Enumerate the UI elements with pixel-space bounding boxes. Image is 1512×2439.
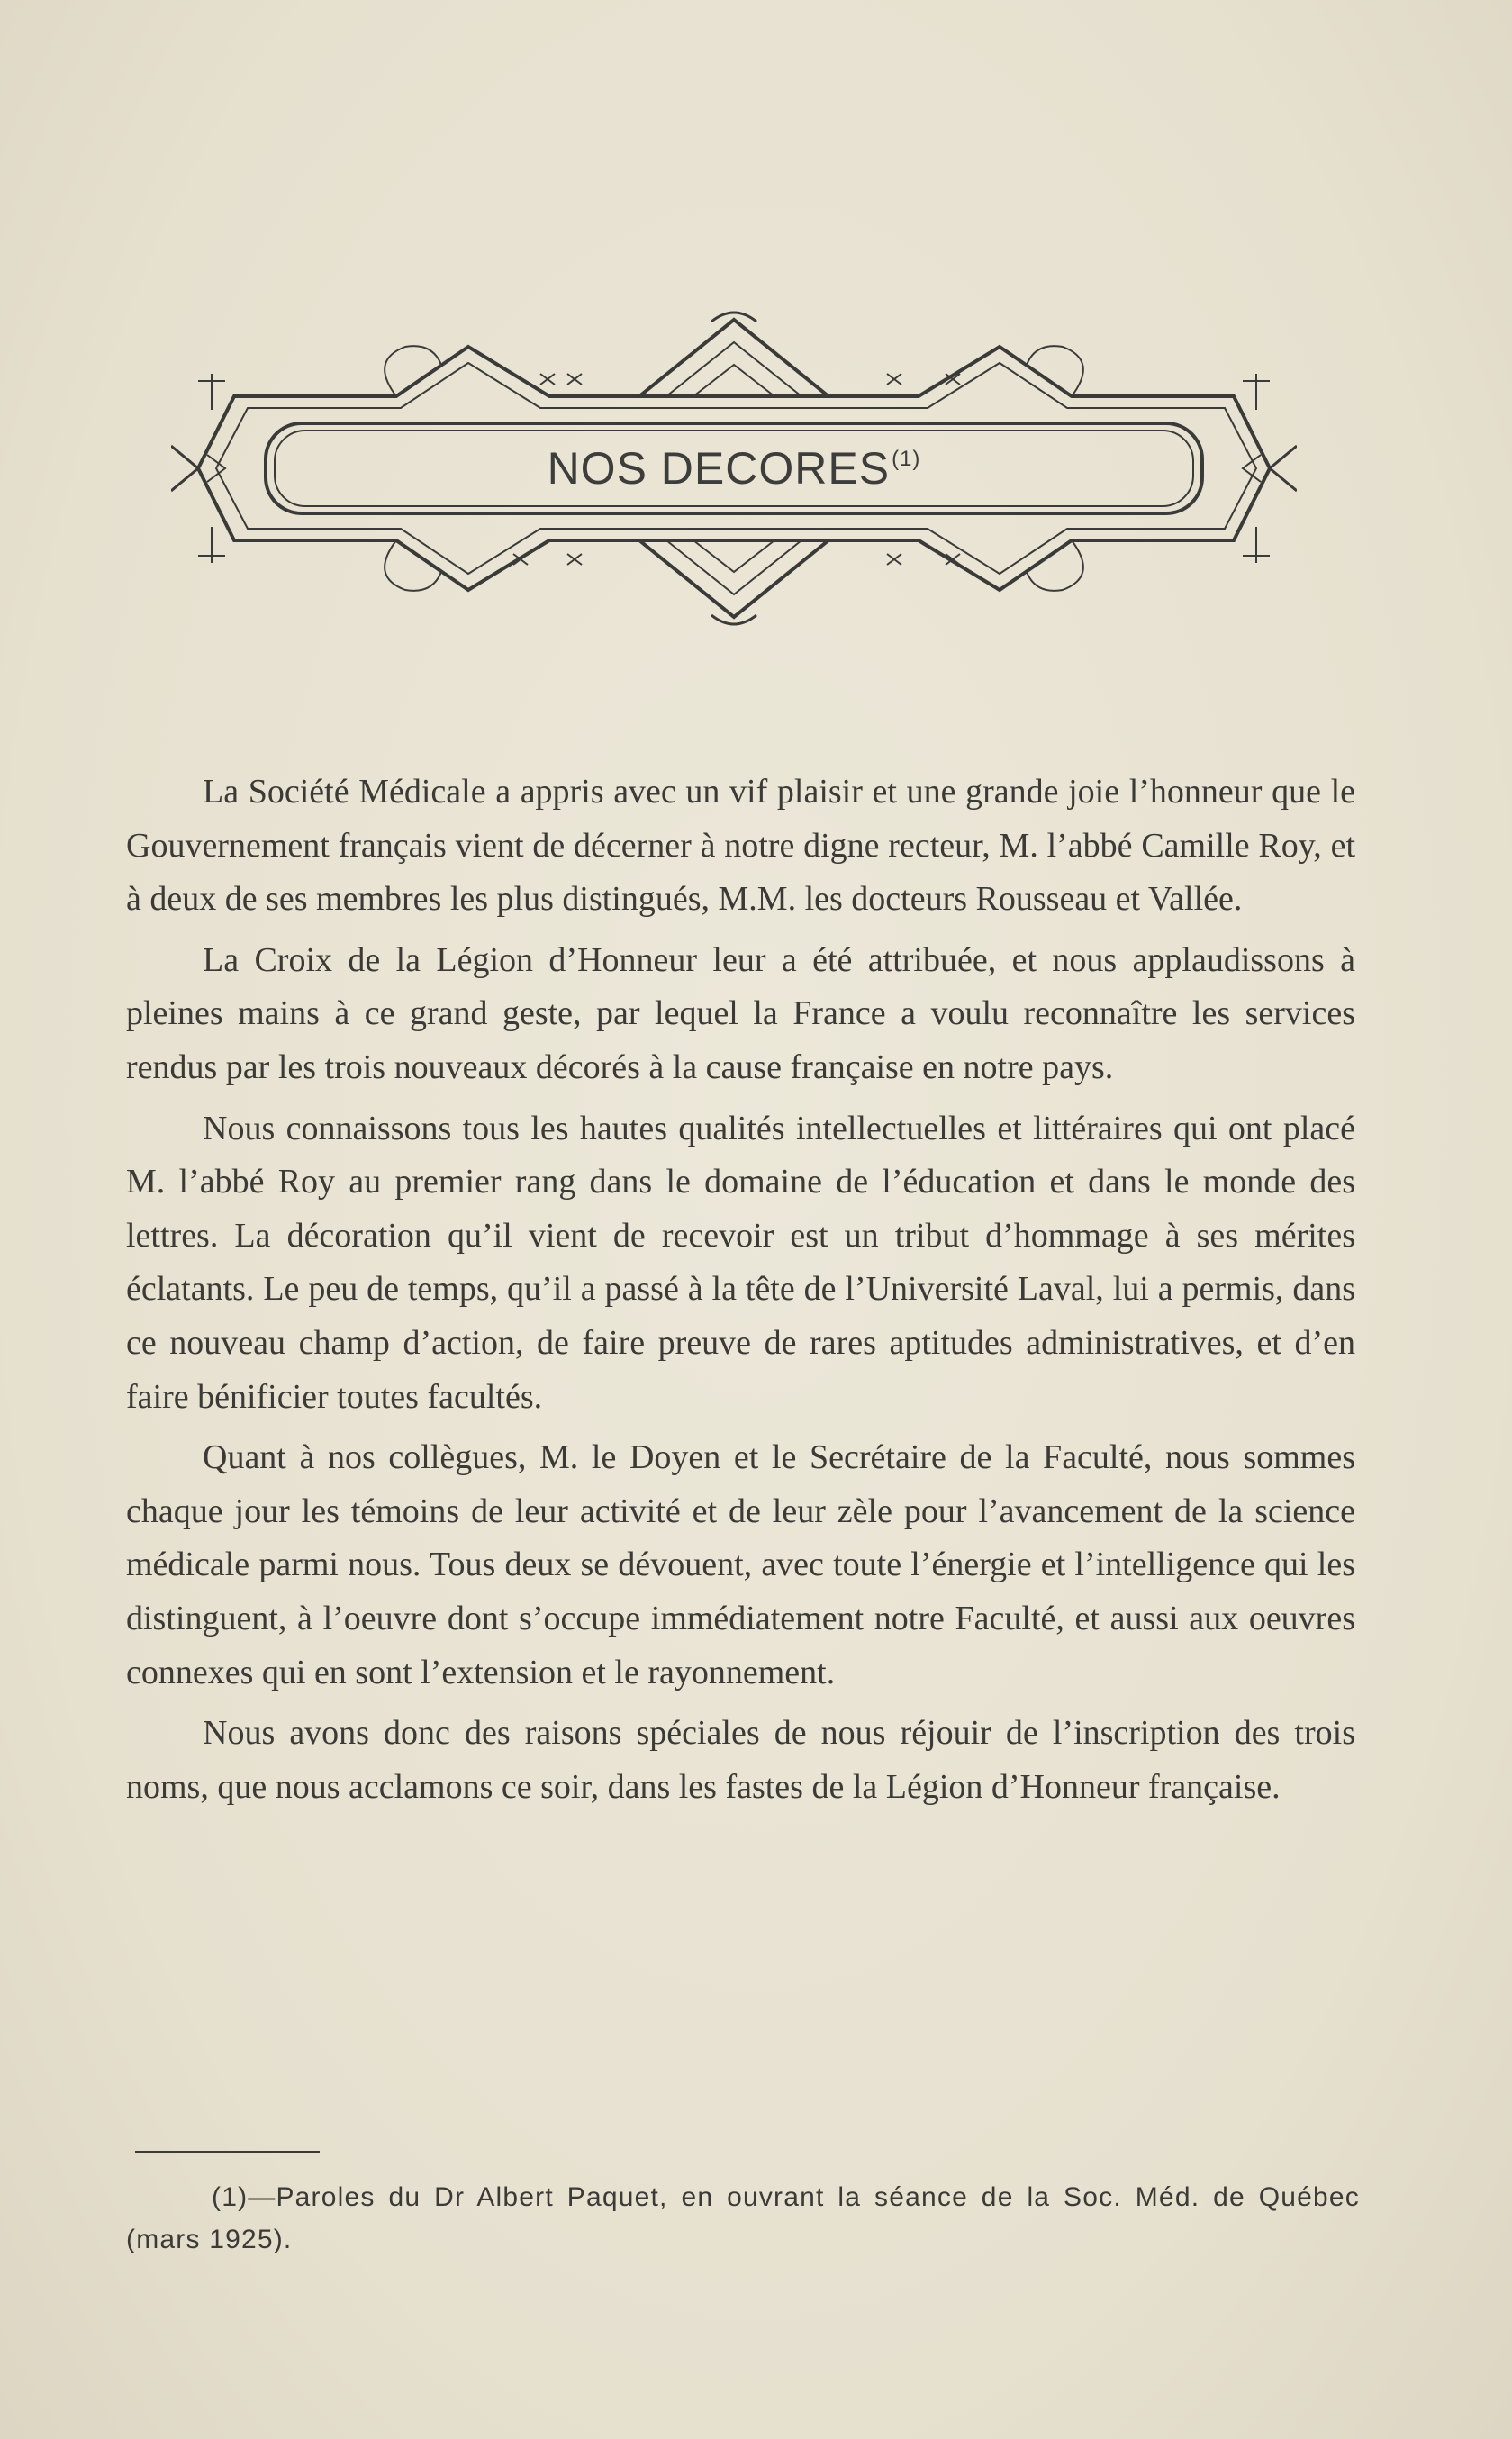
paragraph-2: La Croix de la Légion d’Honneur leur a été attribuée, et nous applaudissons à pleines mains à ce grand geste, par lequel la France a voulu reconnaître les services rendus par les trois nouveaux décorés à la cause française en notre pays. [126, 940, 1355, 1086]
paragraph-1: La Société Médicale a appris avec un vif plaisir et une grande joie l’honneur que le Gouvernement français vient de décerner à notre digne recteur, M. l’abbé Camille Roy, et à deux de ses membres les plus distingués, M.M. les docteurs Rousseau et Vallée. [126, 773, 1355, 919]
article-body [126, 766, 1355, 1821]
footnote-marker: (1) [892, 447, 921, 471]
title-text: NOS DECORES [547, 443, 891, 494]
page-title [261, 423, 1207, 513]
footnote-divider [135, 2151, 320, 2153]
footnote: (1)—Paroles du Dr Albert Paquet, en ouvrant la séance de la Soc. Méd. de Québec (mars 1925). [126, 2182, 1360, 2254]
paragraph-4: Quant à nos collègues, M. le Doyen et le Secrétaire de la Faculté, nous sommes chaque jour les témoins de leur activité et de leur zèle pour l’avancement de la science médicale parmi nous. Tous deux se dévouent, avec toute l’énergie et l’intelligence qui les distinguent, à l’oeuvre dont s’occupe immédiatement notre Faculté, et aussi aux oeuvres connexes qui en sont l’extension et le rayonnement. [126, 1438, 1355, 1691]
paragraph-5: Nous avons donc des raisons spéciales de nous réjouir de l’inscription des trois noms, que nous acclamons ce soir, dans les fastes de la Légion d’Honneur française. [126, 1714, 1355, 1806]
paragraph-3: Nous connaissons tous les hautes qualités intellectuelles et littéraires qui ont placé M. l’abbé Roy au premier rang dans le domaine de l’éducation et dans le monde des lettres. La décoration qu’il vient de recevoir est un tribut d’hommage à ses mérites éclatants. Le peu de temps, qu’il a passé à la tête de l’Université Laval, lui a permis, dans ce nouveau champ d’action, de faire preuve de rares aptitudes administratives, et d’en faire bénificier toutes facultés. [126, 1109, 1355, 1416]
